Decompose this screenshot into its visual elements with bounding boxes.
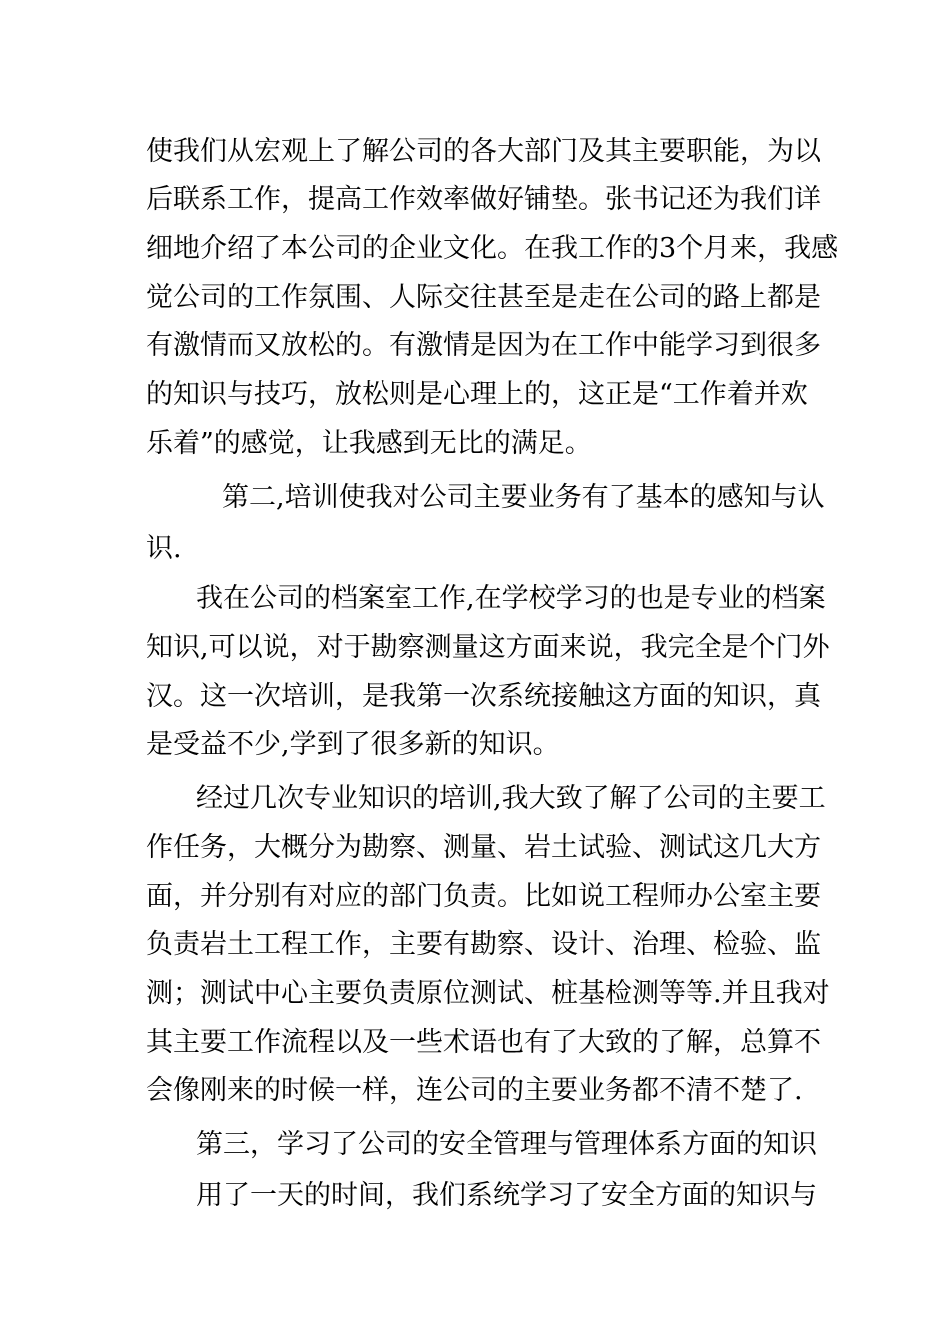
text-line: 测；测试中心主要负责原位测试、桩基检测等等.并且我对 — [146, 978, 830, 1009]
paragraph-heading: 第三，学习了公司的安全管理与管理体系方面的知识 — [196, 1129, 817, 1160]
text-line: 用了一天的时间，我们系统学习了安全方面的知识与 — [196, 1180, 817, 1211]
text-line: 有激情而又放松的。有激情是因为在工作中能学习到很多 — [146, 330, 821, 361]
text-line: 作任务，大概分为勘察、测量、岩土试验、测试这几大方 — [146, 832, 821, 863]
text-line: 觉公司的工作氛围、人际交往甚至是走在公司的路上都是 — [146, 282, 821, 313]
text-line: 经过几次专业知识的培训,我大致了解了公司的主要工 — [196, 783, 826, 814]
text-line: 其主要工作流程以及一些术语也有了大致的了解，总算不 — [146, 1027, 821, 1058]
text-line: 乐着”的感觉，让我感到无比的满足。 — [146, 428, 592, 459]
text-line: 细地介绍了本公司的企业文化。在我工作的3个月来，我感 — [146, 233, 839, 264]
text-line: 知识,可以说，对于勘察测量这方面来说，我完全是个门外 — [146, 632, 830, 663]
text-line: 后联系工作，提高工作效率做好铺垫。张书记还为我们详 — [146, 184, 821, 215]
text-line: 是受益不少,学到了很多新的知识。 — [146, 729, 560, 760]
text-line: 的知识与技巧，放松则是心理上的，这正是“工作着并欢 — [146, 379, 808, 410]
text-line: 汉。这一次培训，是我第一次系统接触这方面的知识，真 — [146, 681, 821, 712]
text-line: 负责岩土工程工作，主要有勘察、设计、治理、检验、监 — [146, 929, 821, 960]
text-line: 使我们从宏观上了解公司的各大部门及其主要职能，为以 — [146, 136, 821, 167]
text-line: 我在公司的档案室工作,在学校学习的也是专业的档案 — [196, 583, 826, 614]
text-line: 会像刚来的时候一样，连公司的主要业务都不清不楚了. — [146, 1075, 803, 1106]
text-line: 识. — [146, 533, 182, 564]
paragraph-heading: 第二,培训使我对公司主要业务有了基本的感知与认 — [222, 482, 825, 513]
text-line: 面，并分别有对应的部门负责。比如说工程师办公室主要 — [146, 881, 821, 912]
